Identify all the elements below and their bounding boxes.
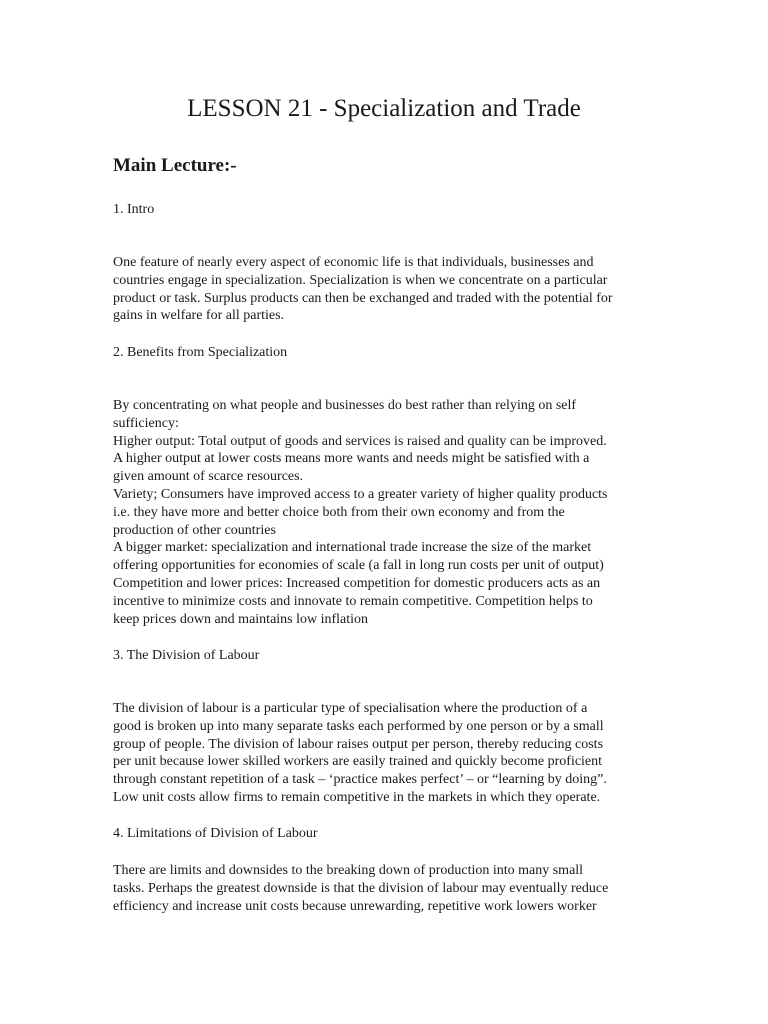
text-line: given amount of scarce resources. — [113, 469, 304, 485]
text-line: Higher output: Total output of goods and services is raised and quality can be improved. — [113, 433, 607, 449]
page-title: LESSON 21 - Specialization and Trade — [187, 95, 581, 122]
main-lecture-heading: Main Lecture:- — [113, 155, 237, 176]
text-line: production of other countries — [113, 522, 276, 538]
text-line: There are limits and downsides to the breaking down of production into many small — [113, 863, 584, 878]
text-line: One feature of nearly every aspect of economic life is that individuals, businesses and — [113, 255, 594, 270]
text-line: Variety; Consumers have improved access to a greater variety of higher quality products — [113, 486, 608, 502]
text-line: product or task. Surplus products can then be exchanged and traded with the potential for — [113, 290, 613, 306]
text-line: per unit because lower skilled workers are easily trained and quickly become proficient — [113, 754, 603, 770]
text-line: countries engage in specialization. Specialization is when we concentrate on a particular — [113, 272, 608, 288]
text-line: The division of labour is a particular type of specialisation where the production of a — [113, 701, 588, 716]
section-body-division-of-labour — [113, 700, 673, 807]
section-body-intro — [113, 254, 673, 325]
text-line: good is broken up into many separate tasks each performed by one person or by a small — [113, 718, 604, 734]
text-line: incentive to minimize costs and innovate to remain competitive. Competition helps to — [113, 593, 593, 609]
text-line: offering opportunities for economies of scale (a fall in long run costs per unit of output) — [113, 558, 604, 574]
section-heading-benefits: 2. Benefits from Specialization — [113, 345, 288, 360]
text-line: A bigger market: specialization and international trade increase the size of the market — [113, 540, 592, 556]
text-line: Competition and lower prices: Increased competition for domestic producers acts as an — [113, 575, 601, 591]
section-body-limitations — [113, 862, 673, 915]
text-line: group of people. The division of labour raises output per person, thereby reducing costs — [113, 736, 604, 752]
text-line: A higher output at lower costs means more wants and needs might be satisfied with a — [113, 451, 590, 467]
section-heading-limitations: 4. Limitations of Division of Labour — [113, 826, 318, 841]
text-line: through constant repetition of a task – ‘practice makes perfect’ – or “learning by doing”. — [113, 772, 607, 788]
text-line: gains in welfare for all parties. — [113, 308, 285, 324]
section-heading-intro: 1. Intro — [113, 202, 155, 217]
section-heading-division-of-labour: 3. The Division of Labour — [113, 648, 260, 663]
text-line: i.e. they have more and better choice both from their own economy and from the — [113, 504, 565, 520]
section-body-benefits — [113, 397, 673, 628]
text-line: sufficiency: — [113, 415, 179, 431]
text-line: efficiency and increase unit costs because unrewarding, repetitive work lowers worker — [113, 898, 597, 914]
text-line: Low unit costs allow firms to remain competitive in the markets in which they operate. — [113, 789, 601, 805]
text-line: tasks. Perhaps the greatest downside is that the division of labour may eventually reduce — [113, 880, 609, 896]
text-line: keep prices down and maintains low inflation — [113, 611, 369, 627]
text-line: By concentrating on what people and businesses do best rather than relying on self — [113, 398, 577, 413]
